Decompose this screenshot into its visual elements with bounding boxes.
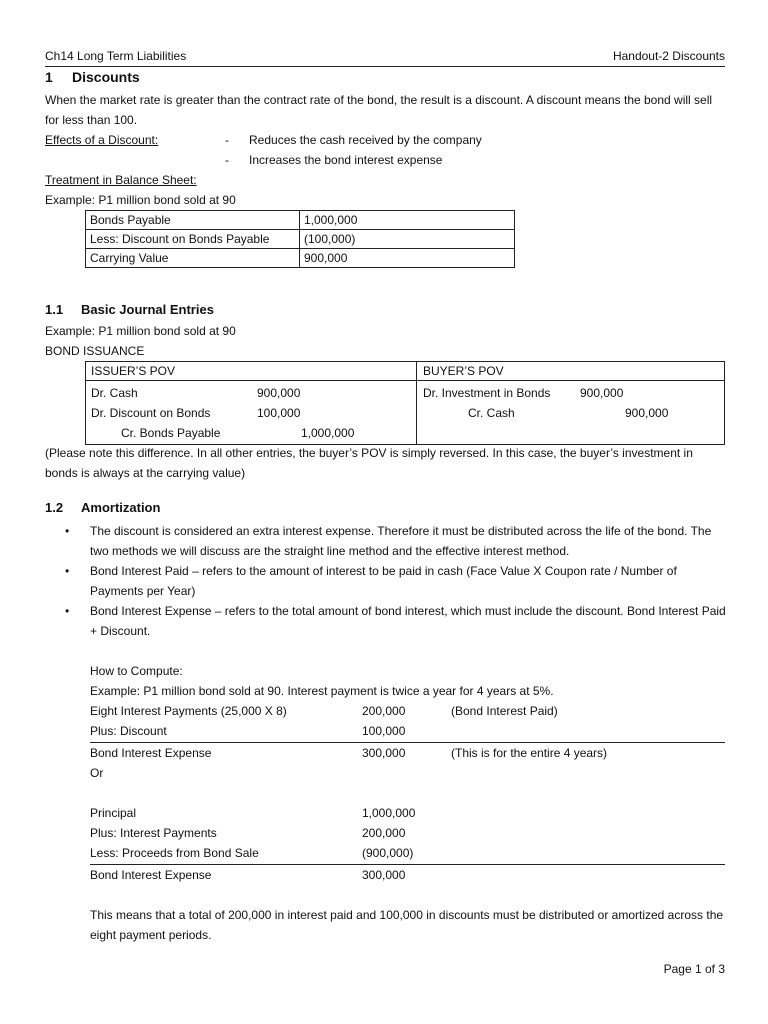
- calc-total-value: 300,000: [362, 746, 406, 760]
- calc-value: 200,000: [362, 704, 406, 718]
- example-text: Example: P1 million bond sold at 90: [45, 324, 236, 338]
- bullet-marker: •: [65, 564, 70, 578]
- page-number: Page 1 of 3: [663, 962, 725, 976]
- effect-dash: -: [225, 153, 229, 167]
- table-cell: 1,000,000: [300, 211, 515, 230]
- effect-dash: -: [225, 133, 229, 147]
- issuer-pov-header: ISSUER’S POV: [91, 364, 176, 378]
- journal-entry-label: Dr. Cash: [91, 386, 138, 400]
- bullet-marker: •: [65, 524, 70, 538]
- balance-sheet-table: [85, 210, 515, 268]
- calc-value: (900,000): [362, 846, 414, 860]
- table-cell: (100,000): [300, 230, 515, 249]
- calc-label: Plus: Interest Payments: [90, 826, 217, 840]
- example-text: Example: P1 million bond sold at 90: [45, 193, 236, 207]
- table-cell: Carrying Value: [86, 249, 300, 268]
- journal-entries-table: [85, 361, 725, 445]
- table-cell: Less: Discount on Bonds Payable: [86, 230, 300, 249]
- calc-label: Principal: [90, 806, 137, 820]
- calc-value: 200,000: [362, 826, 406, 840]
- table-cell: Bonds Payable: [86, 211, 300, 230]
- discount-intro: When the market rate is greater than the contract rate of the bond, the result is a discount. A discount means the bond will sell for less than 100.: [45, 93, 713, 127]
- table-row: [86, 249, 515, 268]
- effect-item: Increases the bond interest expense: [249, 153, 443, 167]
- journal-entry-value: 100,000: [257, 406, 301, 420]
- table-row: [86, 230, 515, 249]
- calc-value: 100,000: [362, 724, 406, 738]
- section-1-heading: [45, 67, 140, 87]
- journal-entry-label: Cr. Cash: [468, 406, 515, 420]
- buyer-pov-header: BUYER’S POV: [423, 364, 504, 378]
- section-number: 1: [45, 69, 53, 85]
- calc-total-value: 300,000: [362, 868, 406, 882]
- calc-label: Plus: Discount: [90, 724, 167, 738]
- section-title: Amortization: [81, 500, 161, 515]
- buyer-note: (Please note this difference. In all other entries, the buyer’s POV is simply reversed. In this case, the buyer’s investment in bonds is always at the carrying value): [45, 446, 693, 480]
- journal-entry-value: 900,000: [257, 386, 301, 400]
- section-1-1-heading: [45, 300, 214, 320]
- bond-issuance-label: BOND ISSUANCE: [45, 344, 145, 358]
- calc-label: Eight Interest Payments (25,000 X 8): [90, 704, 287, 718]
- table-row: [86, 211, 515, 230]
- calc-value: 1,000,000: [362, 806, 416, 820]
- bullet-text: Bond Interest Expense – refers to the total amount of bond interest, which must include the discount. Bond Interest Paid + Discount.: [90, 604, 726, 638]
- section-title: Discounts: [72, 69, 140, 85]
- header-handout: Handout-2 Discounts: [612, 49, 725, 63]
- section-number: 1.1: [45, 302, 64, 317]
- how-to-compute-label: How to Compute:: [90, 664, 183, 678]
- page-header: [45, 46, 725, 67]
- effects-label: Effects of a Discount:: [45, 133, 159, 147]
- journal-entry-label: Cr. Bonds Payable: [121, 426, 221, 440]
- journal-entry-label: Dr. Discount on Bonds: [91, 406, 211, 420]
- journal-entry-value: 900,000: [580, 386, 624, 400]
- example-text: Example: P1 million bond sold at 90. Interest payment is twice a year for 4 years at 5%.: [90, 684, 554, 698]
- bullet-text: The discount is considered an extra interest expense. Therefore it must be distributed across the life of the bond. The two methods we will discuss are the straight line method and the effective interest method.: [90, 524, 712, 558]
- treatment-label: Treatment in Balance Sheet:: [45, 173, 197, 187]
- or-label: Or: [90, 766, 104, 780]
- section-title: Basic Journal Entries: [81, 302, 214, 317]
- journal-entry-label: Dr. Investment in Bonds: [423, 386, 551, 400]
- effect-item: Reduces the cash received by the company: [249, 133, 482, 147]
- section-1-2-heading: [45, 498, 160, 518]
- journal-entry-value: 1,000,000: [301, 426, 355, 440]
- section-number: 1.2: [45, 500, 64, 515]
- header-chapter: Ch14 Long Term Liabilities: [45, 49, 187, 63]
- journal-entry-value: 900,000: [625, 406, 669, 420]
- calc-note: (Bond Interest Paid): [451, 704, 558, 718]
- calc-total-label: Bond Interest Expense: [90, 746, 212, 760]
- calc-label: Less: Proceeds from Bond Sale: [90, 846, 259, 860]
- calc-total-label: Bond Interest Expense: [90, 868, 212, 882]
- bullet-marker: •: [65, 604, 70, 618]
- closing-paragraph: This means that a total of 200,000 in interest paid and 100,000 in discounts must be distributed or amortized across the eight payment periods.: [90, 908, 724, 942]
- bullet-text: Bond Interest Paid – refers to the amount of interest to be paid in cash (Face Value X Coupon rate / Number of Payments per Year): [90, 564, 677, 598]
- table-cell: 900,000: [300, 249, 515, 268]
- calc-total-note: (This is for the entire 4 years): [451, 746, 608, 760]
